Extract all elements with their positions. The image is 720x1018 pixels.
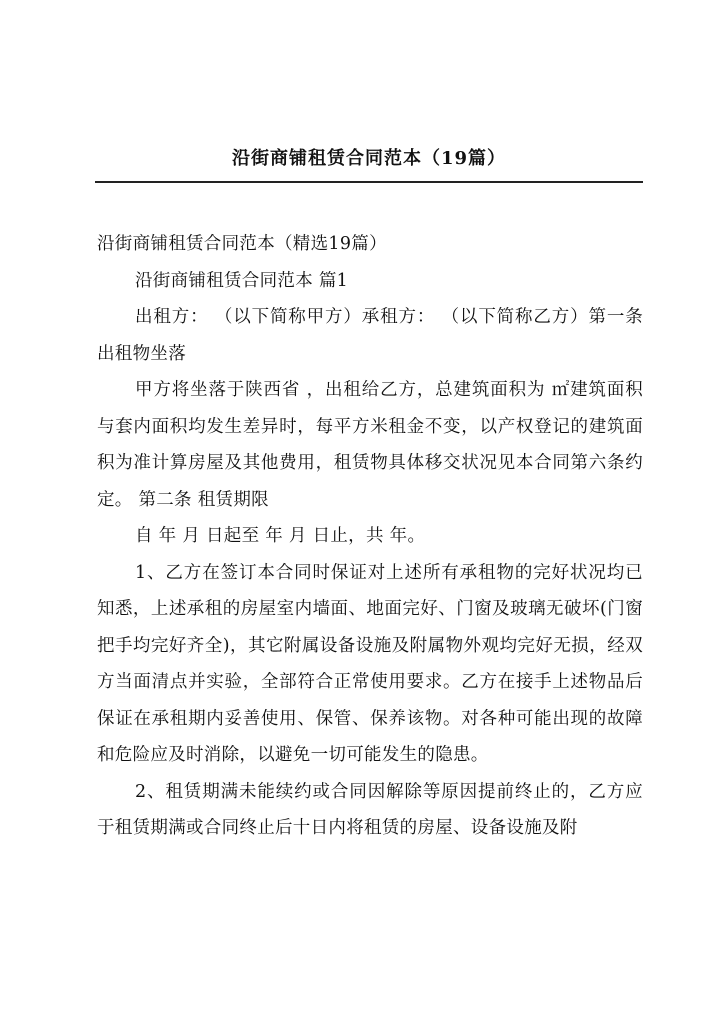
body-paragraph-term: 自 年 月 日起至 年 月 日止，共 年。 [135, 526, 426, 546]
body-paragraph-clause-2: 2、租赁期满未能续约或合同因解除等原因提前终止的，乙方应于租赁期满或合同终止后十日内将租赁的房屋、设备设施及附 [97, 781, 643, 838]
document-body [97, 226, 643, 847]
body-paragraph-section-heading: 沿街商铺租赁合同范本 篇1 [135, 270, 349, 291]
body-paragraph-subtitle: 沿街商铺租赁合同范本（精选19篇） [97, 234, 387, 254]
title-underline [95, 181, 643, 183]
body-paragraph-clause-1: 1、乙方在签订本合同时保证对上述所有承租物的完好状况均已知悉，上述承租的房屋室内墙面、地面完好、门窗及玻璃无破坏(门窗把手均完好齐全)，其它附属设备设施及附属物外观均完好无损，经双方当面清点并实验，全部符合正常使用要求。乙方在接手上述物品后保证在承租期内妥善使用、保管、保养该物。对各种可能出现的故障和危险应及时消除，以避免一切可能发生的隐患。 [97, 562, 643, 765]
body-paragraph-parties: 出租方： （以下简称甲方）承租方： （以下简称乙方）第一条 出租物坐落 [97, 307, 643, 364]
body-paragraph-location: 甲方将坐落于陕西省 ，出租给乙方，总建筑面积为 ㎡建筑面积与套内面积均发生差异时，每平方米租金不变，以产权登记的建筑面积为准计算房屋及其他费用，租赁物具体移交状况见本合同第六条约定。 第二条 租赁期限 [97, 380, 643, 510]
document-title: 沿街商铺租赁合同范本（19篇） [231, 148, 507, 169]
